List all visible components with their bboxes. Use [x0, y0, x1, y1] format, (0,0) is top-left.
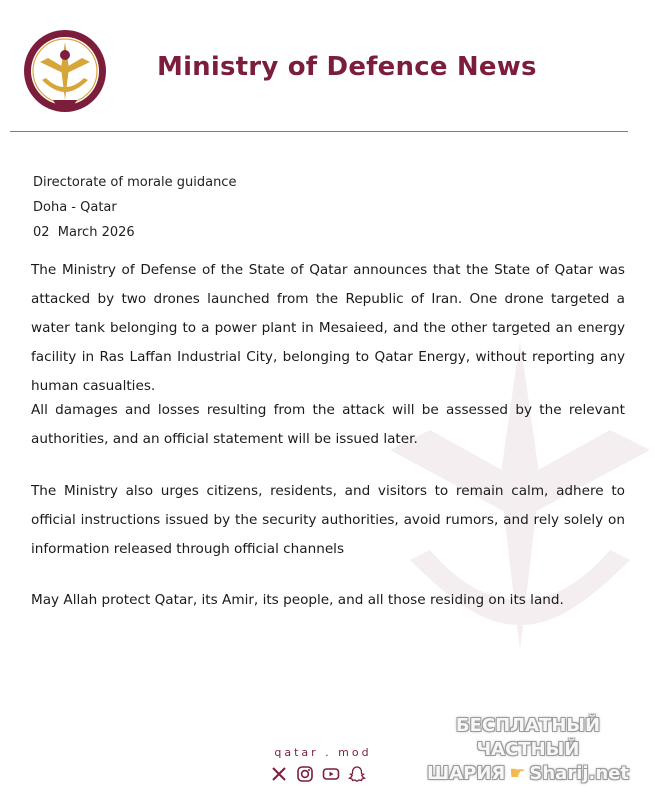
watermark-word-left: ШАРИЯ [426, 763, 506, 784]
directorate-label: Directorate of morale guidance [33, 175, 237, 190]
body-paragraph-4: May Allah protect Qatar, its Amir, its people, and all those residing on its land. [31, 592, 564, 608]
watermark-line-2 [415, 762, 641, 786]
body-paragraph-3: The Ministry also urges citizens, residents, and visitors to remain calm, adhere to official instructions issued by the security authorities, avoid rumors, and rely solely on information released through official channels [31, 483, 625, 557]
instagram-icon[interactable] [295, 764, 315, 784]
snapchat-icon[interactable] [347, 764, 367, 784]
release-date: 02 March 2026 [33, 225, 135, 240]
location-label: Doha - Qatar [33, 200, 117, 215]
page-title: Ministry of Defence News [157, 52, 537, 82]
social-handle: qatar . mod [274, 746, 372, 759]
watermark-line-1: БЕСПЛАТНЫЙ ЧАСТНЫЙ [455, 715, 601, 760]
header-divider [10, 131, 628, 132]
x-icon[interactable] [269, 764, 289, 784]
channel-watermark [415, 714, 641, 786]
watermark-word-right: Sharij.net [529, 763, 630, 784]
social-links [269, 764, 367, 786]
pointing-hand-icon: ☛ [509, 763, 526, 784]
ministry-emblem-icon [22, 28, 108, 114]
body-paragraph-1: The Ministry of Defense of the State of Qatar announces that the State of Qatar was attacked by two drones launched from the Republic of Iran. One drone targeted a water tank belonging to a power plant in Mesaieed, and the other targeted an energy facility in Ras Laffan Industrial City, belonging to Qatar Energy, without reporting any human casualties. [31, 262, 625, 394]
release-meta [33, 170, 236, 245]
youtube-icon[interactable] [321, 764, 341, 784]
body-paragraph-2: All damages and losses resulting from the attack will be assessed by the relevant authorities, and an official statement will be issued later. [31, 402, 625, 447]
